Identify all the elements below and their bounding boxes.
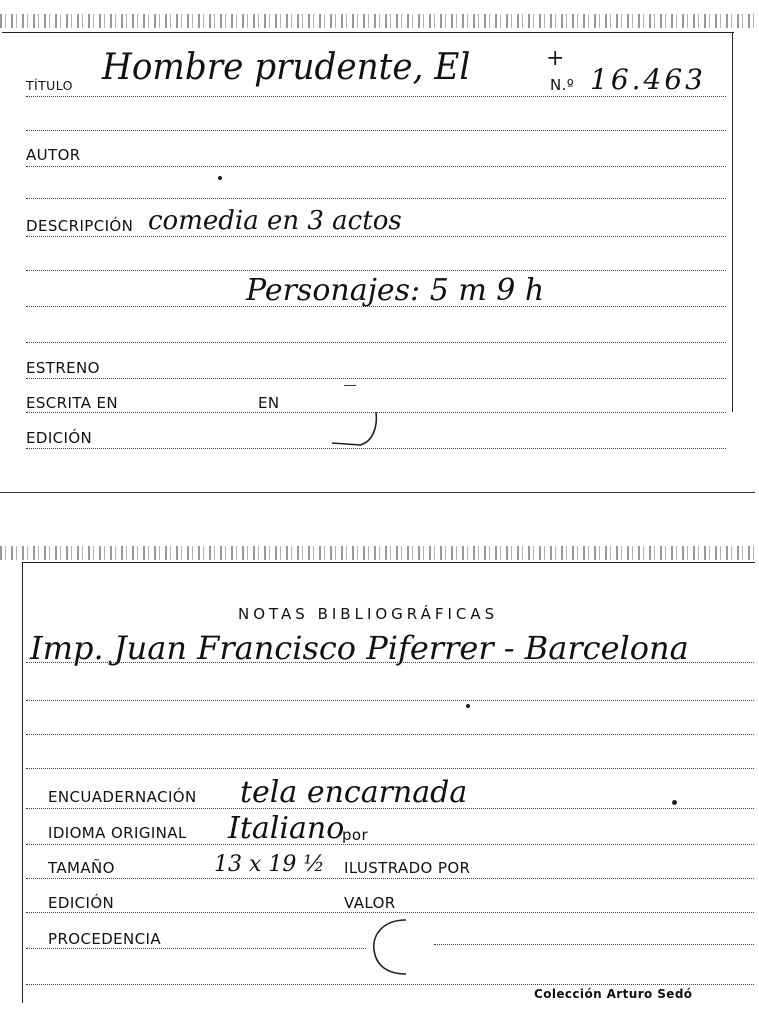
edicion-line-bottom xyxy=(26,912,754,913)
autor-line xyxy=(26,166,726,167)
scan-curve xyxy=(326,410,386,450)
bottom-line-final xyxy=(26,984,754,985)
notas-heading: NOTAS BIBLIOGRÁFICAS xyxy=(238,605,499,623)
descripcion-value: comedia en 3 actos xyxy=(148,206,402,236)
scan-noise-top xyxy=(0,14,759,28)
speck xyxy=(672,800,677,805)
numero-value: 16.463 xyxy=(590,63,706,96)
tamano-line xyxy=(26,878,754,879)
titulo-line xyxy=(26,96,726,97)
speck xyxy=(218,176,222,180)
estreno-label: ESTRENO xyxy=(26,359,100,377)
personajes-value: Personajes: 5 m 9 h xyxy=(246,273,545,308)
procedencia-line-right xyxy=(434,944,754,945)
idioma-value: Italiano xyxy=(228,811,345,846)
procedencia-label: PROCEDENCIA xyxy=(48,930,162,948)
descripcion-line xyxy=(26,236,726,237)
por-label: por xyxy=(342,826,369,844)
titulo-label: TÍTULO xyxy=(26,78,73,93)
tamano-value: 13 x 19 ½ xyxy=(214,852,325,877)
autor-label: AUTOR xyxy=(26,146,81,164)
ilustrado-label: ILUSTRADO POR xyxy=(344,859,471,877)
scan-noise-bottom xyxy=(0,546,759,560)
escrita-en-label: ESCRITA EN xyxy=(26,394,119,412)
notas-line-1 xyxy=(26,662,754,663)
tamano-label: TAMAÑO xyxy=(48,859,115,877)
encuadernacion-value: tela encarnada xyxy=(240,775,468,810)
titulo-value: Hombre prudente, El xyxy=(102,47,471,88)
personajes-line xyxy=(26,306,726,307)
descripcion-label: DESCRIPCIÓN xyxy=(26,217,134,235)
scan-curve xyxy=(366,916,416,978)
top-card-bottom-edge xyxy=(0,492,755,493)
valor-label: VALOR xyxy=(344,894,396,912)
top-line-8 xyxy=(26,342,726,343)
notas-value: Imp. Juan Francisco Piferrer - Barcelona xyxy=(30,629,689,667)
top-line-2 xyxy=(26,130,726,131)
notas-line-4 xyxy=(26,768,754,769)
idioma-label: IDIOMA ORIGINAL xyxy=(48,824,187,842)
encuadernacion-line xyxy=(26,808,754,809)
coleccion-label: Colección Arturo Sedó xyxy=(534,987,693,1001)
top-line-6 xyxy=(26,270,726,271)
edicion-label-top: EDICIÓN xyxy=(26,429,93,447)
en-label: EN xyxy=(258,394,280,412)
numero-label: N.º xyxy=(550,76,575,94)
estreno-line xyxy=(26,378,726,379)
numero-mark: + xyxy=(546,46,565,71)
scan-mark xyxy=(344,385,356,386)
notas-line-3 xyxy=(26,734,754,735)
top-line-4 xyxy=(26,198,726,199)
notas-line-2 xyxy=(26,700,754,701)
procedencia-line xyxy=(26,948,366,949)
speck xyxy=(466,704,470,708)
edicion-label-bottom: EDICIÓN xyxy=(48,894,115,912)
top-card-right-edge xyxy=(732,32,733,412)
encuadernacion-label: ENCUADERNACIÓN xyxy=(48,788,197,806)
idioma-line xyxy=(26,844,754,845)
